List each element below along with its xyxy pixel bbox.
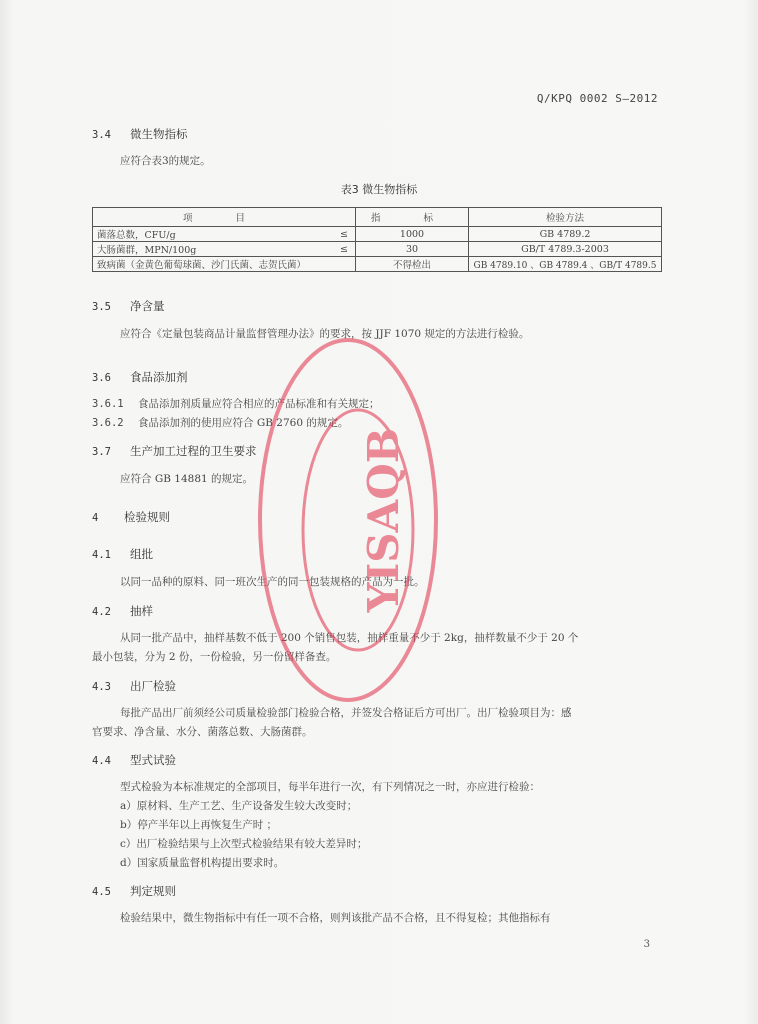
- section-3-6-heading: [92, 369, 188, 385]
- section-number: 4: [92, 512, 99, 524]
- seal-text: YISAQB: [359, 427, 408, 613]
- document-code: Q/KPQ 0002 S—2012: [536, 92, 658, 105]
- section-title: 检验规则: [124, 510, 170, 524]
- section-title: 型式试验: [130, 753, 176, 767]
- clause-text: 食品添加剂的使用应符合 GB 2760 的规定。: [138, 417, 349, 429]
- section-4-5-text: 检验结果中，微生物指标中有任一项不合格，则判该批产品不合格，且不得复检；其他指标有: [120, 912, 551, 924]
- section-4-3-line2: 官要求、净含量、水分、菌落总数、大肠菌群。: [92, 726, 313, 738]
- cell-index: 不得检出: [356, 257, 469, 272]
- clause-text: 食品添加剂质量应符合相应的产品标准和有关规定；: [138, 398, 380, 410]
- section-4-4-heading: [92, 752, 176, 768]
- section-title: 净含量: [130, 299, 165, 313]
- clause-number: 3.6.1: [92, 398, 124, 410]
- section-title: 抽样: [130, 604, 153, 618]
- section-3-7-heading: [92, 443, 257, 459]
- table-row: [93, 242, 662, 257]
- header-index: 指 标: [356, 208, 469, 227]
- table-header-row: [93, 208, 662, 227]
- section-title: 出厂检验: [130, 679, 176, 693]
- section-4-2-heading: [92, 603, 153, 619]
- list-item: a）原材料、生产工艺、生产设备发生较大改变时；: [120, 800, 358, 812]
- cell-item: 致病菌（金黄色葡萄球菌、沙门氏菌、志贺氏菌）: [93, 257, 356, 272]
- section-number: 3.4: [92, 129, 111, 141]
- microbial-indicator-table: [92, 207, 662, 272]
- cell-index: 30: [356, 242, 469, 257]
- section-number: 4.4: [92, 755, 111, 767]
- cell-method: GB 4789.10 、GB 4789.4 、GB/T 4789.5: [469, 257, 662, 272]
- section-3-5-text: 应符合《定量包装商品计量监督管理办法》的要求，按 JJF 1070 规定的方法进行检验。: [120, 328, 530, 340]
- section-4-2-line1: 从同一批产品中，抽样基数不低于 200 个销售包装，抽样重量不少于 2kg，抽样数量不少于 20 个: [120, 632, 579, 644]
- table-title: 表3 微生物指标: [340, 183, 418, 196]
- section-number: 3.5: [92, 301, 111, 313]
- section-4-3-line1: 每批产品出厂前须经公司质量检验部门检验合格，并签发合格证后方可出厂。出厂检验项目为：感: [120, 707, 572, 719]
- section-3-5-heading: [92, 298, 165, 314]
- clause-3-6-2: [92, 415, 348, 430]
- clause-3-6-1: [92, 396, 380, 411]
- section-number: 3.6: [92, 372, 111, 384]
- section-number: 4.5: [92, 886, 111, 898]
- section-title: 食品添加剂: [130, 370, 188, 384]
- section-title: 生产加工过程的卫生要求: [130, 444, 257, 458]
- section-3-4-heading: [92, 126, 188, 142]
- section-number: 4.2: [92, 606, 111, 618]
- section-4-2-line2: 最小包装，分为 2 份，一份检验，另一份留样备查。: [92, 651, 337, 663]
- page-number: 3: [643, 939, 650, 950]
- section-4-1-heading: [92, 546, 153, 562]
- cell-item: 菌落总数，CFU/g: [93, 227, 334, 242]
- section-3-4-text: 应符合表3的规定。: [120, 155, 211, 167]
- section-4-1-text: 以同一品种的原料、同一班次生产的同一包装规格的产品为一批。: [120, 576, 425, 588]
- header-method: 检验方法: [469, 208, 662, 227]
- table-row: [93, 257, 662, 272]
- list-item: c）出厂检验结果与上次型式检验结果有较大差异时；: [120, 838, 368, 850]
- cell-method: GB 4789.2: [469, 227, 662, 242]
- section-number: 4.1: [92, 549, 111, 561]
- section-4-5-heading: [92, 883, 176, 899]
- section-title: 微生物指标: [130, 127, 188, 141]
- cell-op: ≤: [333, 227, 356, 242]
- section-4-4-intro: 型式检验为本标准规定的全部项目，每半年进行一次，有下列情况之一时，亦应进行检验：: [120, 781, 540, 793]
- section-number: 3.7: [92, 446, 111, 458]
- table-row: [93, 227, 662, 242]
- cell-method: GB/T 4789.3-2003: [469, 242, 662, 257]
- section-number: 4.3: [92, 681, 111, 693]
- list-item: d）国家质量监督机构提出要求时。: [120, 857, 285, 869]
- section-4-3-heading: [92, 678, 176, 694]
- header-item: 项 目: [93, 208, 356, 227]
- section-4-heading: [92, 509, 170, 525]
- list-item: b）停产半年以上再恢复生产时 ；: [120, 819, 278, 831]
- clause-number: 3.6.2: [92, 417, 124, 429]
- section-title: 组批: [130, 547, 153, 561]
- section-title: 判定规则: [130, 884, 176, 898]
- cell-item: 大肠菌群，MPN/100g: [93, 242, 334, 257]
- section-3-7-text: 应符合 GB 14881 的规定。: [120, 473, 254, 485]
- cell-op: ≤: [333, 242, 356, 257]
- cell-index: 1000: [356, 227, 469, 242]
